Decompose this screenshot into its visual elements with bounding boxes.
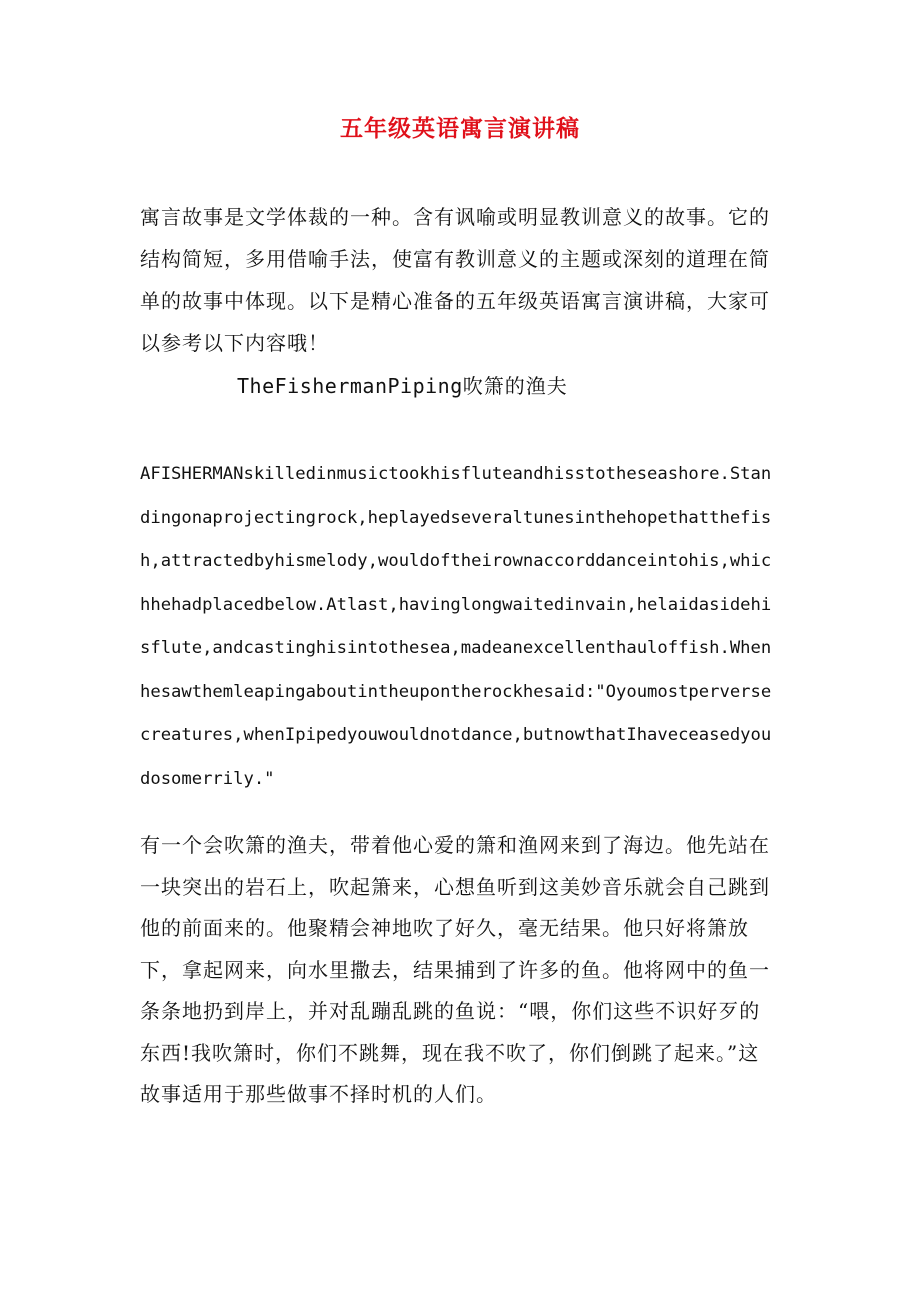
story-title [237, 365, 777, 407]
chinese-story-paragraph: 有一个会吹箫的渔夫，带着他心爱的箫和渔网来到了海边。他先站在一块突出的岩石上，吹起箫来，心想鱼听到这美妙音乐就会自己跳到他的前面来的。他聚精会神地吹了好久，毫无结果。他只好将箫放下，拿起网来，向水里撒去，结果捕到了许多的鱼。他将网中的鱼一条条地扔到岸上，并对乱蹦乱跳的鱼说：“喂，你们这些不识好歹的东西!我吹箫时，你们不跳舞，现在我不吹了，你们倒跳了起来。”这故事适用于那些做事不择时机的人们。 [140, 833, 770, 1106]
intro-paragraph: 寓言故事是文学体裁的一种。含有讽喻或明显教训意义的故事。它的结构简短，多用借喻手法，使富有教训意义的主题或深刻的道理在简单的故事中体现。以下是精心准备的五年级英语寓言演讲稿，大家可以参考以下内容哦！ [140, 205, 770, 355]
story-title-english: TheFishermanPiping [237, 374, 463, 398]
document-title: 五年级英语寓言演讲稿 [340, 115, 580, 142]
english-story-paragraph: AFISHERMANskilledinmusictookhisfluteandhisstotheseashore.Standingonaprojectingrock,heplayedseveraltunesinthehopethatthefish,attractedbyhismelody,wouldoftheirownaccorddanceintohis,whichhehadplacedbelow.Atlast,havinglongwaitedinvain,helaidasidehisflute,andcastinghisintothesea,madeanexcellenthauloffish.Whenhesawthemleapingaboutintheupontherockhesaid:"Oyoumostperversecreatures,whenIpipedyouwouldnotdance,butnowthatIhaveceasedyoudosomerrily." [140, 464, 772, 789]
story-title-chinese: 吹箫的渔夫 [462, 374, 568, 398]
